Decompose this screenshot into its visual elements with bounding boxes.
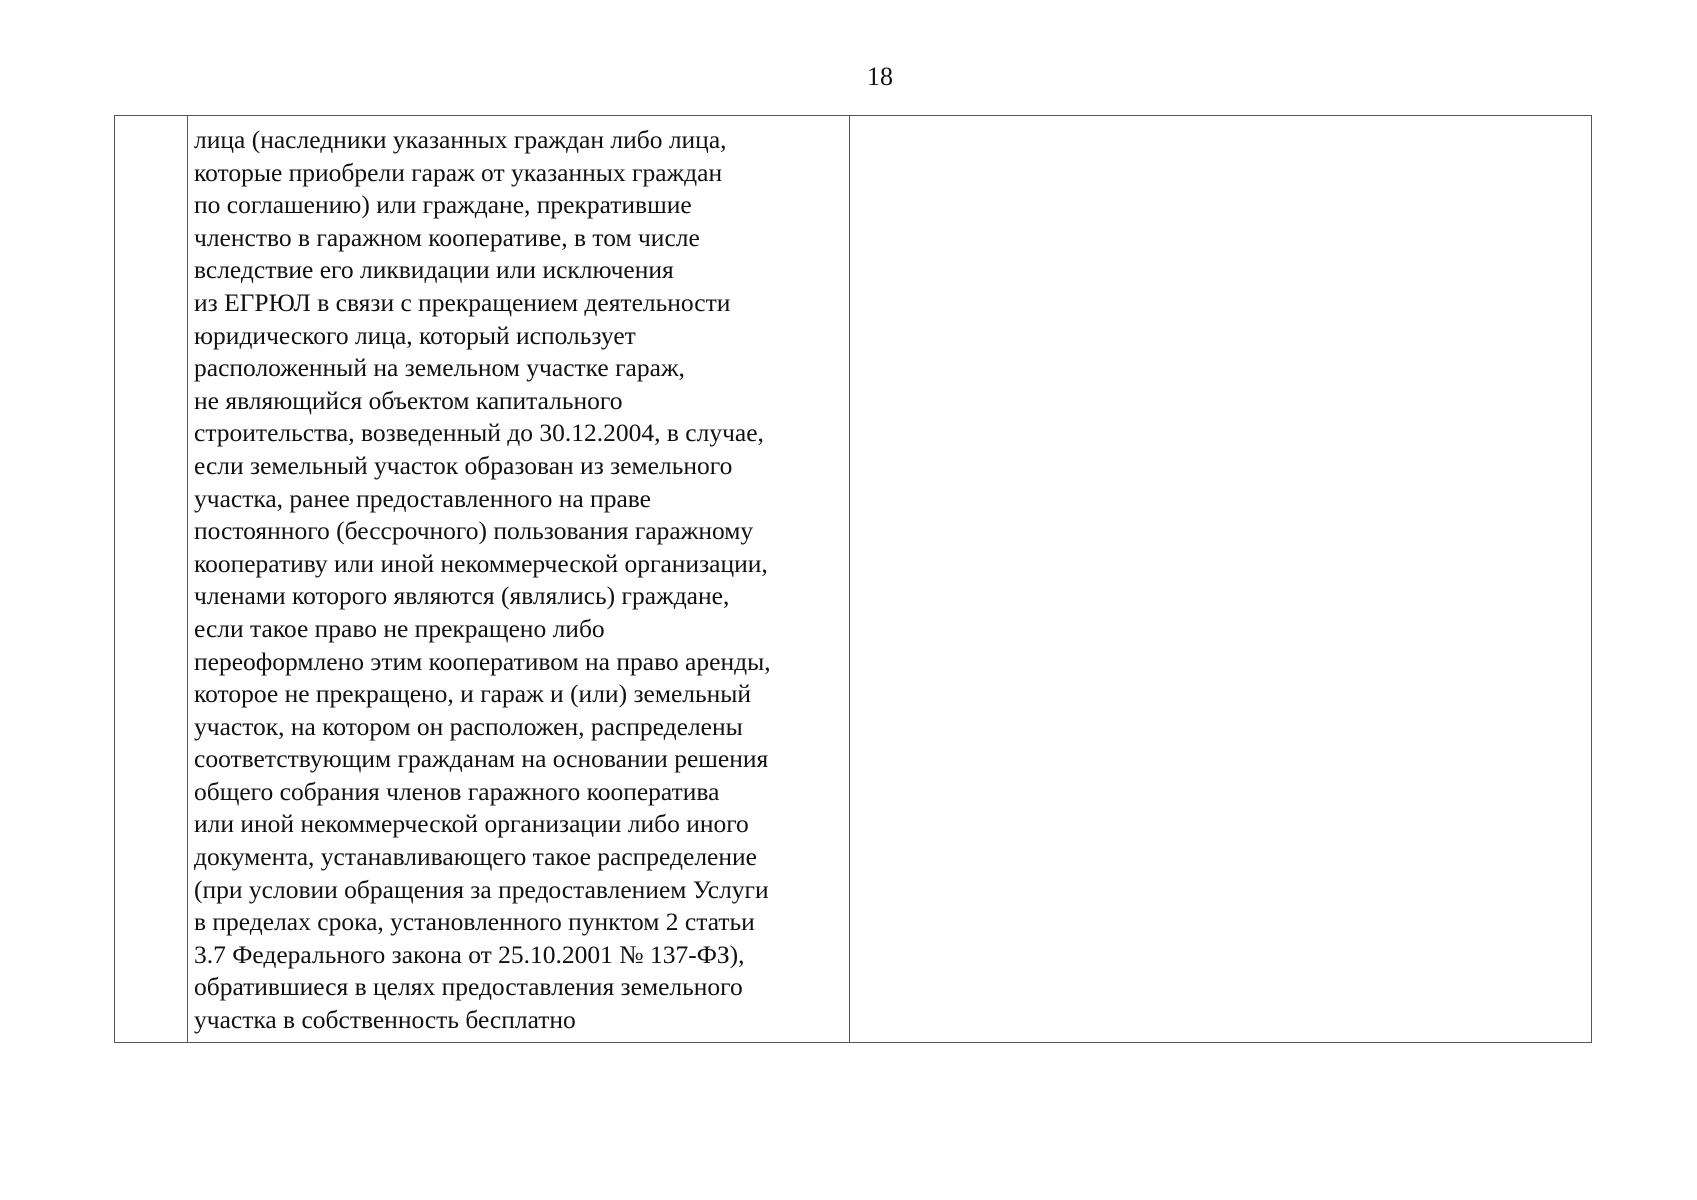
text-line: расположенный на земельном участке гараж,: [194, 353, 685, 383]
text-line: общего собрания членов гаражного кооператива: [194, 776, 720, 806]
page-number: 18: [867, 62, 893, 91]
text-line: не являющийся объектом капитального: [194, 385, 623, 415]
table-row: [115, 116, 1592, 1043]
text-line: участок, на котором он расположен, распределены: [194, 711, 743, 741]
text-line: (при условии обращения за предоставлением Услуги: [194, 874, 769, 904]
text-line: строительства, возведенный до 30.12.2004, в случае,: [194, 418, 764, 448]
document-table: [114, 115, 1592, 1043]
text-line: членство в гаражном кооперативе, в том числе: [194, 222, 700, 252]
text-line: которое не прекращено, и гараж и (или) земельный: [194, 679, 752, 709]
text-line: в пределах срока, установленного пунктом 2 статьи: [194, 907, 755, 937]
empty-cell: [850, 116, 1592, 1043]
text-line: членами которого являются (являлись) граждане,: [194, 581, 730, 611]
number-cell: [115, 116, 188, 1043]
text-line: переоформлено этим кооперативом на право аренды,: [194, 646, 771, 676]
text-line: или иной некоммерческой организации либо иного: [194, 809, 749, 839]
text-line: из ЕГРЮЛ в связи с прекращением деятельности: [194, 287, 731, 317]
text-line: по соглашению) или граждане, прекратившие: [194, 190, 692, 220]
text-line: 3.7 Федерального закона от 25.10.2001 № 137-ФЗ),: [194, 939, 745, 969]
text-line: участка, ранее предоставленного на праве: [194, 483, 651, 513]
text-line: если земельный участок образован из земельного: [194, 450, 733, 480]
text-line: которые приобрели гараж от указанных граждан: [194, 157, 723, 187]
text-line: соответствующим гражданам на основании решения: [194, 744, 769, 774]
text-line: постоянного (бессрочного) пользования гаражному: [194, 516, 754, 546]
text-line: документа, устанавливающего такое распределение: [194, 842, 757, 872]
text-cell-content: [188, 116, 849, 1037]
text-line: если такое право не прекращено либо: [194, 613, 605, 643]
text-line: кооперативу или иной некоммерческой организации,: [194, 548, 768, 578]
text-line: лица (наследники указанных граждан либо лица,: [194, 125, 727, 154]
text-line: вследствие его ликвидации или исключения: [194, 255, 674, 285]
text-line: обратившиеся в целях предоставления земельного: [194, 972, 743, 1002]
text-cell: [188, 116, 850, 1043]
text-line: участка в собственность бесплатно: [194, 1005, 576, 1035]
text-line: юридического лица, который использует: [194, 320, 636, 350]
